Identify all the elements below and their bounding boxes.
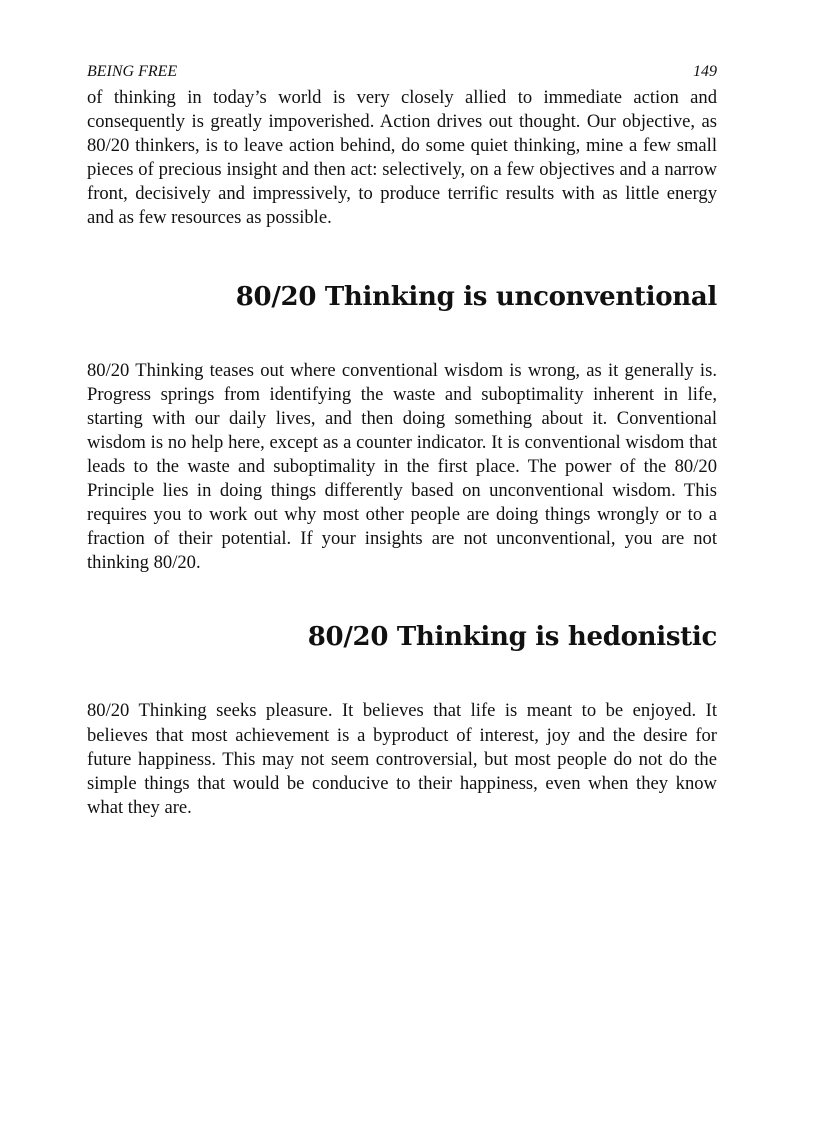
running-head — [87, 62, 717, 86]
section-heading-unconventional: 80/20 Thinking is unconventional — [235, 281, 717, 312]
book-page — [87, 62, 717, 820]
body-paragraph-unconventional: 80/20 Thinking teases out where conventional wisdom is wrong, as it generally is. Progress springs from identifying the waste and suboptimality inherent in life, starting with our daily lives, and then doing something about it. Conventional wisdom is no help here, except as a counter indicator. It is conventional wisdom that leads to the waste and suboptimality in the first place. The power of the 80/20 Principle lies in doing things differently based on unconventional wisdom. This requires you to work out why most other people are doing things wrongly or to a fraction of their potential. If your insights are not unconventional, you are not thinking 80/20. — [87, 359, 717, 574]
running-head-title: BEING FREE — [87, 63, 178, 80]
body-paragraph-continued: of thinking in today’s world is very closely allied to immediate action and consequently is greatly impoverished. Action drives out thought. Our objective, as 80/20 thinkers, is to leave action behind, do some quiet thinking, mine a few small pieces of precious insight and then act: selectively, on a few objectives and a narrow front, decisively and impressively, to produce terrific results with as little energy and as few resources as possible. — [87, 87, 717, 229]
body-paragraph-hedonistic: 80/20 Thinking seeks pleasure. It believes that life is meant to be enjoyed. It believes that most achievement is a byproduct of interest, joy and the desire for future happiness. This may not seem controversial, but most people do not do the simple things that would be conducive to their happiness, even when they know what they are. — [87, 700, 717, 818]
section-heading-hedonistic: 80/20 Thinking is hedonistic — [307, 622, 717, 653]
page-number: 149 — [693, 63, 717, 80]
